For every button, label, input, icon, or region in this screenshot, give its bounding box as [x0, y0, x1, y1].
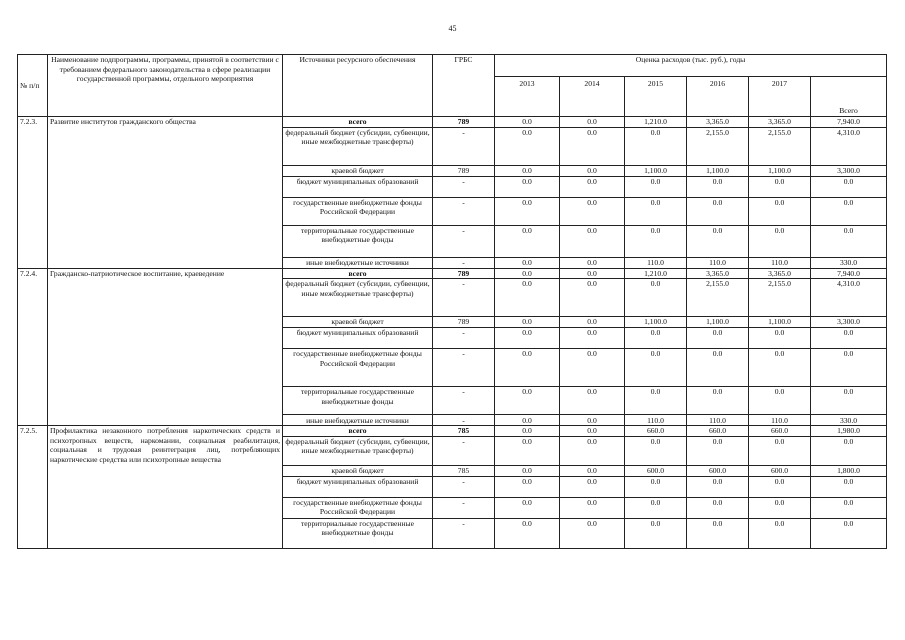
value-cell: 0.0: [625, 476, 687, 497]
grbs-cell: -: [433, 476, 495, 497]
grbs-cell: -: [433, 225, 495, 257]
header-year: 2016: [687, 77, 749, 117]
value-cell: 0.0: [687, 497, 749, 518]
total-cell: 4,310.0: [811, 279, 887, 317]
value-cell: 0.0: [560, 197, 625, 225]
total-cell: 1,800.0: [811, 465, 887, 476]
value-cell: 0.0: [495, 317, 560, 328]
source-cell: территориальные государственные внебюджетные фонды: [283, 518, 433, 548]
value-cell: 0.0: [495, 117, 560, 128]
value-cell: 1,210.0: [625, 117, 687, 128]
value-cell: 0.0: [560, 317, 625, 328]
source-cell: бюджет муниципальных образований: [283, 476, 433, 497]
value-cell: 0.0: [749, 436, 811, 465]
value-cell: 0.0: [749, 225, 811, 257]
grbs-cell: 789: [433, 268, 495, 279]
value-cell: 0.0: [625, 279, 687, 317]
value-cell: 0.0: [560, 436, 625, 465]
grbs-cell: -: [433, 127, 495, 165]
grbs-cell: -: [433, 328, 495, 349]
header-num: № п/п: [18, 55, 48, 117]
value-cell: 0.0: [560, 518, 625, 548]
value-cell: 0.0: [625, 349, 687, 387]
value-cell: 1,100.0: [687, 317, 749, 328]
header-year: 2013: [495, 77, 560, 117]
value-cell: 0.0: [749, 176, 811, 197]
value-cell: 0.0: [749, 518, 811, 548]
value-cell: 0.0: [495, 476, 560, 497]
table-row: [18, 117, 887, 128]
total-cell: 0.0: [811, 176, 887, 197]
source-cell: территориальные государственные внебюджетные фонды: [283, 387, 433, 415]
grbs-cell: -: [433, 436, 495, 465]
total-cell: 7,940.0: [811, 268, 887, 279]
value-cell: 600.0: [749, 465, 811, 476]
value-cell: 0.0: [560, 415, 625, 426]
grbs-cell: -: [433, 197, 495, 225]
value-cell: 0.0: [560, 176, 625, 197]
value-cell: 0.0: [687, 349, 749, 387]
grbs-cell: 785: [433, 426, 495, 437]
value-cell: 2,155.0: [687, 127, 749, 165]
total-cell: 1,980.0: [811, 426, 887, 437]
value-cell: 0.0: [560, 257, 625, 268]
value-cell: 0.0: [687, 518, 749, 548]
source-cell: федеральный бюджет (субсидии, субвенции, иные межбюджетные трансферты): [283, 127, 433, 165]
value-cell: 0.0: [560, 127, 625, 165]
value-cell: 0.0: [687, 328, 749, 349]
value-cell: 0.0: [495, 176, 560, 197]
value-cell: 0.0: [560, 279, 625, 317]
value-cell: 0.0: [495, 426, 560, 437]
header-grbs: ГРБС: [433, 55, 495, 117]
value-cell: 1,210.0: [625, 268, 687, 279]
value-cell: 0.0: [495, 518, 560, 548]
value-cell: 0.0: [687, 197, 749, 225]
value-cell: 0.0: [495, 328, 560, 349]
header-year: 2015: [625, 77, 687, 117]
source-cell: государственные внебюджетные фонды Российской Федерации: [283, 349, 433, 387]
value-cell: 0.0: [560, 165, 625, 176]
item-name: Развитие институтов гражданского общества: [48, 117, 283, 269]
value-cell: 0.0: [495, 497, 560, 518]
header-year: 2014: [560, 77, 625, 117]
total-cell: 330.0: [811, 415, 887, 426]
value-cell: 2,155.0: [749, 279, 811, 317]
value-cell: 0.0: [495, 257, 560, 268]
value-cell: 0.0: [560, 497, 625, 518]
source-cell: иные внебюджетные источники: [283, 257, 433, 268]
source-cell: краевой бюджет: [283, 465, 433, 476]
value-cell: 0.0: [560, 476, 625, 497]
grbs-cell: -: [433, 497, 495, 518]
value-cell: 0.0: [560, 268, 625, 279]
total-cell: 0.0: [811, 497, 887, 518]
total-cell: 0.0: [811, 328, 887, 349]
header-name: Наименование подпрограммы, программы, принятой в соответствии с требованием федерального законодательства в сфере реализации государственной программы, отдельного мероприятия: [48, 55, 283, 117]
value-cell: 0.0: [687, 225, 749, 257]
item-number: 7.2.3.: [18, 117, 48, 269]
source-cell: бюджет муниципальных образований: [283, 328, 433, 349]
value-cell: 0.0: [495, 279, 560, 317]
value-cell: 0.0: [749, 328, 811, 349]
source-cell: бюджет муниципальных образований: [283, 176, 433, 197]
grbs-cell: -: [433, 176, 495, 197]
value-cell: 0.0: [495, 387, 560, 415]
value-cell: 2,155.0: [749, 127, 811, 165]
value-cell: 0.0: [495, 127, 560, 165]
total-cell: 0.0: [811, 518, 887, 548]
value-cell: 660.0: [749, 426, 811, 437]
value-cell: 0.0: [495, 225, 560, 257]
value-cell: 0.0: [495, 349, 560, 387]
value-cell: 110.0: [749, 257, 811, 268]
value-cell: 0.0: [687, 387, 749, 415]
value-cell: 1,100.0: [625, 165, 687, 176]
total-cell: 7,940.0: [811, 117, 887, 128]
value-cell: 0.0: [625, 197, 687, 225]
value-cell: 0.0: [625, 436, 687, 465]
item-name: Гражданско-патриотическое воспитание, краеведение: [48, 268, 283, 426]
grbs-cell: -: [433, 387, 495, 415]
header-estimate: Оценка расходов (тыс. руб.), годы: [495, 55, 887, 77]
total-cell: 0.0: [811, 349, 887, 387]
value-cell: 0.0: [749, 476, 811, 497]
source-cell: краевой бюджет: [283, 317, 433, 328]
grbs-cell: -: [433, 257, 495, 268]
value-cell: 110.0: [625, 257, 687, 268]
grbs-cell: 789: [433, 117, 495, 128]
grbs-cell: 785: [433, 465, 495, 476]
value-cell: 0.0: [749, 349, 811, 387]
value-cell: 600.0: [625, 465, 687, 476]
header-year: 2017: [749, 77, 811, 117]
value-cell: 0.0: [687, 436, 749, 465]
grbs-cell: -: [433, 415, 495, 426]
grbs-cell: -: [433, 279, 495, 317]
value-cell: 0.0: [495, 165, 560, 176]
value-cell: 0.0: [560, 225, 625, 257]
value-cell: 660.0: [625, 426, 687, 437]
expense-table: [17, 54, 887, 549]
value-cell: 3,365.0: [687, 117, 749, 128]
value-cell: 0.0: [749, 387, 811, 415]
value-cell: 0.0: [625, 518, 687, 548]
value-cell: 0.0: [495, 465, 560, 476]
total-cell: 0.0: [811, 225, 887, 257]
total-cell: 4,310.0: [811, 127, 887, 165]
value-cell: 660.0: [687, 426, 749, 437]
value-cell: 0.0: [625, 176, 687, 197]
value-cell: 3,365.0: [749, 117, 811, 128]
value-cell: 0.0: [495, 268, 560, 279]
total-cell: 0.0: [811, 436, 887, 465]
value-cell: 0.0: [625, 127, 687, 165]
value-cell: 0.0: [495, 415, 560, 426]
value-cell: 0.0: [560, 349, 625, 387]
source-cell: иные внебюджетные источники: [283, 415, 433, 426]
source-cell: государственные внебюджетные фонды Российской Федерации: [283, 197, 433, 225]
value-cell: 0.0: [560, 328, 625, 349]
source-cell: краевой бюджет: [283, 165, 433, 176]
item-number: 7.2.4.: [18, 268, 48, 426]
total-cell: 330.0: [811, 257, 887, 268]
value-cell: 1,100.0: [687, 165, 749, 176]
value-cell: 110.0: [687, 257, 749, 268]
total-cell: 0.0: [811, 197, 887, 225]
header-total: Всего: [811, 77, 887, 117]
value-cell: 0.0: [687, 176, 749, 197]
total-cell: 0.0: [811, 476, 887, 497]
grbs-cell: -: [433, 518, 495, 548]
value-cell: 0.0: [625, 387, 687, 415]
value-cell: 0.0: [749, 197, 811, 225]
value-cell: 2,155.0: [687, 279, 749, 317]
value-cell: 0.0: [560, 117, 625, 128]
item-name: Профилактика незаконного потребления наркотических средств и психотропных веществ, наркомании, социальная реабилитация, социальная и трудовая реинтеграция лиц, потребляющих наркотические средства или психотропные вещества: [48, 426, 283, 549]
value-cell: 0.0: [560, 426, 625, 437]
header-row: [18, 55, 887, 77]
value-cell: 3,365.0: [749, 268, 811, 279]
source-cell: государственные внебюджетные фонды Российской Федерации: [283, 497, 433, 518]
table-row: [18, 426, 887, 437]
value-cell: 1,100.0: [749, 317, 811, 328]
table-row: [18, 268, 887, 279]
value-cell: 0.0: [495, 436, 560, 465]
value-cell: 110.0: [749, 415, 811, 426]
source-cell: всего: [283, 426, 433, 437]
grbs-cell: -: [433, 349, 495, 387]
header-source: Источники ресурсного обеспечения: [283, 55, 433, 117]
value-cell: 0.0: [687, 476, 749, 497]
value-cell: 0.0: [625, 328, 687, 349]
value-cell: 0.0: [625, 225, 687, 257]
total-cell: 3,300.0: [811, 165, 887, 176]
value-cell: 0.0: [560, 387, 625, 415]
value-cell: 600.0: [687, 465, 749, 476]
value-cell: 110.0: [687, 415, 749, 426]
value-cell: 3,365.0: [687, 268, 749, 279]
grbs-cell: 789: [433, 317, 495, 328]
source-cell: всего: [283, 268, 433, 279]
value-cell: 0.0: [749, 497, 811, 518]
value-cell: 0.0: [625, 497, 687, 518]
value-cell: 0.0: [495, 197, 560, 225]
page-number: 45: [448, 24, 457, 33]
source-cell: территориальные государственные внебюджетные фонды: [283, 225, 433, 257]
value-cell: 1,100.0: [749, 165, 811, 176]
source-cell: всего: [283, 117, 433, 128]
value-cell: 110.0: [625, 415, 687, 426]
grbs-cell: 789: [433, 165, 495, 176]
total-cell: 0.0: [811, 387, 887, 415]
source-cell: федеральный бюджет (субсидии, субвенции, иные межбюджетные трансферты): [283, 436, 433, 465]
total-cell: 3,300.0: [811, 317, 887, 328]
item-number: 7.2.5.: [18, 426, 48, 549]
source-cell: федеральный бюджет (субсидии, субвенции, иные межбюджетные трансферты): [283, 279, 433, 317]
value-cell: 0.0: [560, 465, 625, 476]
value-cell: 1,100.0: [625, 317, 687, 328]
